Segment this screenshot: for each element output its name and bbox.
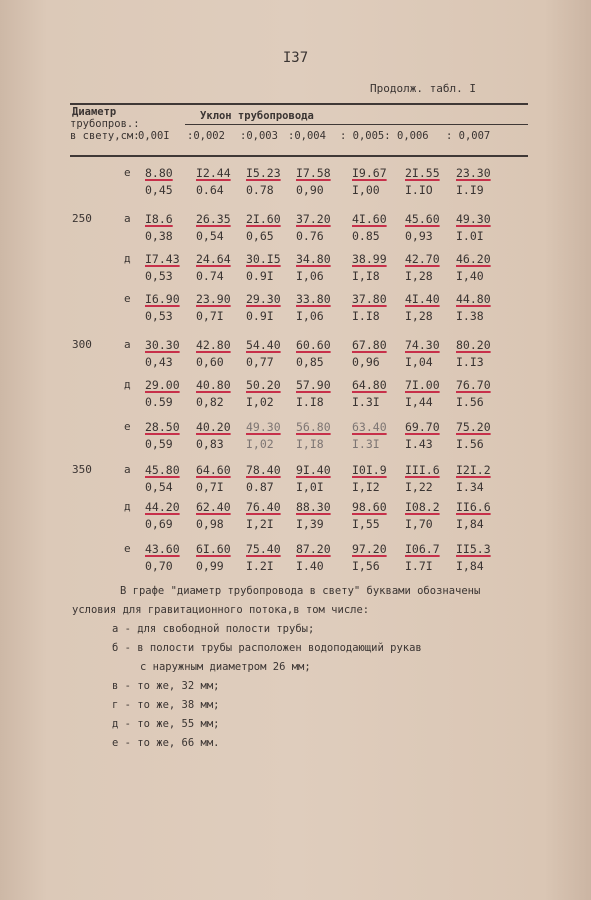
- velocity-value: I,06: [296, 269, 324, 283]
- flow-value: 42.80: [196, 338, 231, 352]
- velocity-value: 0.78: [246, 183, 274, 197]
- velocity-value: I.I8: [296, 395, 324, 409]
- velocity-value: I,84: [456, 559, 484, 573]
- table-cell: [456, 252, 506, 284]
- flow-value: 24.64: [196, 252, 231, 266]
- note-line2: условия для гравитационного потока,в том числе:: [72, 604, 370, 616]
- flow-value: 75.40: [246, 542, 281, 556]
- flow-value: 62.40: [196, 500, 231, 514]
- notes: [72, 582, 480, 753]
- velocity-value: 0,85: [296, 355, 324, 369]
- flow-value: I5.23: [246, 166, 281, 180]
- flow-value: 4I.60: [352, 212, 387, 226]
- note-g: г - то же, 38 мм;: [112, 699, 220, 711]
- flow-value: 45.60: [405, 212, 440, 226]
- velocity-value: 0.87: [246, 480, 274, 494]
- flow-value: 37.80: [352, 292, 387, 306]
- velocity-value: I,I8: [296, 437, 324, 451]
- row-condition-letter: е: [124, 166, 131, 179]
- velocity-value: I,44: [405, 395, 433, 409]
- flow-value: I2.44: [196, 166, 231, 180]
- flow-value: I2I.2: [456, 463, 491, 477]
- flow-value: 42.70: [405, 252, 440, 266]
- header-slope-2: :0,002: [187, 130, 225, 142]
- velocity-value: 0,98: [196, 517, 224, 531]
- flow-value: 7I.00: [405, 378, 440, 392]
- row-condition-letter: е: [124, 542, 131, 555]
- note-b2: с наружным диаметром 26 мм;: [140, 661, 311, 673]
- velocity-value: 0.76: [296, 229, 324, 243]
- flow-value: 75.20: [456, 420, 491, 434]
- table-cell: [405, 500, 455, 532]
- table-cell: [352, 292, 402, 324]
- flow-value: 67.80: [352, 338, 387, 352]
- table-cell: [145, 463, 195, 495]
- flow-value: I7.58: [296, 166, 331, 180]
- velocity-value: I,70: [405, 517, 433, 531]
- table-cell: [196, 542, 246, 574]
- velocity-value: I,28: [405, 269, 433, 283]
- flow-value: 64.80: [352, 378, 387, 392]
- velocity-value: I.I9: [456, 183, 484, 197]
- velocity-value: I,00: [352, 183, 380, 197]
- table-cell: [145, 542, 195, 574]
- velocity-value: I.38: [456, 309, 484, 323]
- flow-value: 6I.60: [196, 542, 231, 556]
- flow-value: 29.30: [246, 292, 281, 306]
- table-cell: [456, 292, 506, 324]
- row-condition-letter: д: [124, 252, 131, 265]
- flow-value: I0I.9: [352, 463, 387, 477]
- note-b1: б - в полости трубы расположен водоподающий рукав: [112, 642, 422, 654]
- header-slope-7: : 0,007: [446, 130, 491, 142]
- table-cell: [405, 542, 455, 574]
- velocity-value: 0.59: [145, 395, 173, 409]
- table-cell: [196, 463, 246, 495]
- table-cell: [405, 212, 455, 244]
- flow-value: 60.60: [296, 338, 331, 352]
- flow-value: 69.70: [405, 420, 440, 434]
- note-e: е - то же, 66 мм.: [112, 737, 220, 749]
- table-cell: [246, 292, 296, 324]
- flow-value: 44.80: [456, 292, 491, 306]
- velocity-value: I,I2: [352, 480, 380, 494]
- table-cell: [145, 292, 195, 324]
- flow-value: 44.20: [145, 500, 180, 514]
- flow-value: 30.30: [145, 338, 180, 352]
- velocity-value: I,04: [405, 355, 433, 369]
- table-cell: [145, 166, 195, 198]
- flow-value: 40.80: [196, 378, 231, 392]
- velocity-value: 0,53: [145, 269, 173, 283]
- velocity-value: 0,7I: [196, 309, 224, 323]
- header-diameter-line3: в свету,см:: [70, 130, 140, 142]
- flow-value: 74.30: [405, 338, 440, 352]
- flow-value: 80.20: [456, 338, 491, 352]
- velocity-value: 0.9I: [246, 309, 274, 323]
- flow-value: 23.30: [456, 166, 491, 180]
- table-cell: [456, 378, 506, 410]
- table-cell: [456, 420, 506, 452]
- row-diameter: 300: [72, 338, 92, 351]
- note-v: в - то же, 32 мм;: [112, 680, 220, 692]
- table-cell: [296, 378, 346, 410]
- header-slope-1: 0,00I: [138, 130, 170, 142]
- velocity-value: I.43: [405, 437, 433, 451]
- flow-value: 88.30: [296, 500, 331, 514]
- table-cell: [145, 500, 195, 532]
- row-condition-letter: д: [124, 378, 131, 391]
- table-cell: [196, 338, 246, 370]
- table-cell: [246, 212, 296, 244]
- flow-value: 37.20: [296, 212, 331, 226]
- header-diameter-line2: трубопров.:: [70, 118, 140, 130]
- flow-value: 76.40: [246, 500, 281, 514]
- flow-value: 9I.40: [296, 463, 331, 477]
- velocity-value: 0,60: [196, 355, 224, 369]
- table-cell: [352, 252, 402, 284]
- velocity-value: I,02: [246, 395, 274, 409]
- table-cell: [145, 378, 195, 410]
- table-cell: [352, 420, 402, 452]
- flow-value: I06.7: [405, 542, 440, 556]
- flow-value: I08.2: [405, 500, 440, 514]
- velocity-value: 0,54: [196, 229, 224, 243]
- velocity-value: 0,59: [145, 437, 173, 451]
- table-cell: [246, 338, 296, 370]
- row-diameter: 350: [72, 463, 92, 476]
- flow-value: 78.40: [246, 463, 281, 477]
- table-cell: [196, 420, 246, 452]
- velocity-value: I.I8: [352, 309, 380, 323]
- velocity-value: I,28: [405, 309, 433, 323]
- page-number: I37: [282, 50, 309, 66]
- table-cell: [296, 252, 346, 284]
- row-condition-letter: а: [124, 463, 131, 476]
- flow-value: 98.60: [352, 500, 387, 514]
- table-top-rule: [70, 103, 528, 105]
- velocity-value: I.IO: [405, 183, 433, 197]
- velocity-value: 0,38: [145, 229, 173, 243]
- flow-value: 2I.60: [246, 212, 281, 226]
- flow-value: 50.20: [246, 378, 281, 392]
- header-slope-title: Уклон трубопровода: [200, 110, 314, 122]
- velocity-value: 0,45: [145, 183, 173, 197]
- header-diameter-line1: Диаметр: [72, 106, 117, 118]
- flow-value: I6.90: [145, 292, 180, 306]
- header-slope-6: 0,006: [397, 130, 429, 142]
- table-cell: [456, 463, 506, 495]
- table-cell: [246, 252, 296, 284]
- flow-value: 4I.40: [405, 292, 440, 306]
- velocity-value: I,2I: [246, 517, 274, 531]
- velocity-value: 0,43: [145, 355, 173, 369]
- table-cell: [456, 542, 506, 574]
- table-cell: [352, 166, 402, 198]
- table-cell: [456, 212, 506, 244]
- row-condition-letter: а: [124, 338, 131, 351]
- flow-value: 46.20: [456, 252, 491, 266]
- table-cell: [405, 420, 455, 452]
- note-d: д - то же, 55 мм;: [112, 718, 220, 730]
- velocity-value: I.2I: [246, 559, 274, 573]
- table-cell: [196, 378, 246, 410]
- velocity-value: I.56: [456, 437, 484, 451]
- flow-value: 87.20: [296, 542, 331, 556]
- table-cell: [296, 500, 346, 532]
- velocity-value: 0.85: [352, 229, 380, 243]
- velocity-value: 0.9I: [246, 269, 274, 283]
- velocity-value: I.40: [296, 559, 324, 573]
- flow-value: 23.90: [196, 292, 231, 306]
- table-cell: [405, 378, 455, 410]
- header-slope-4: :0,004: [288, 130, 326, 142]
- table-cell: [405, 252, 455, 284]
- velocity-value: 0.74: [196, 269, 224, 283]
- flow-value: II5.3: [456, 542, 491, 556]
- velocity-value: 0,69: [145, 517, 173, 531]
- table-cell: [352, 500, 402, 532]
- velocity-value: I.3I: [352, 395, 380, 409]
- table-cell: [296, 542, 346, 574]
- flow-value: 64.60: [196, 463, 231, 477]
- flow-value: 33.80: [296, 292, 331, 306]
- table-cell: [296, 338, 346, 370]
- flow-value: 43.60: [145, 542, 180, 556]
- velocity-value: I,06: [296, 309, 324, 323]
- table-cell: [352, 338, 402, 370]
- table-cell: [246, 378, 296, 410]
- velocity-value: I,40: [456, 269, 484, 283]
- velocity-value: I.0I: [456, 229, 484, 243]
- flow-value: 40.20: [196, 420, 231, 434]
- table-cell: [246, 420, 296, 452]
- velocity-value: I,56: [352, 559, 380, 573]
- velocity-value: I.I3: [456, 355, 484, 369]
- table-cell: [405, 292, 455, 324]
- table-cell: [405, 338, 455, 370]
- velocity-value: I,I8: [352, 269, 380, 283]
- flow-value: 26.35: [196, 212, 231, 226]
- velocity-value: 0,83: [196, 437, 224, 451]
- velocity-value: I,22: [405, 480, 433, 494]
- table-cell: [145, 212, 195, 244]
- flow-value: 49.30: [456, 212, 491, 226]
- table-cell: [145, 252, 195, 284]
- flow-value: 54.40: [246, 338, 281, 352]
- flow-value: 49.30: [246, 420, 281, 434]
- flow-value: 56.80: [296, 420, 331, 434]
- table-cell: [296, 166, 346, 198]
- flow-value: 76.70: [456, 378, 491, 392]
- flow-value: III.6: [405, 463, 440, 477]
- continued-label: Продолж. табл. I: [370, 82, 476, 95]
- flow-value: 57.90: [296, 378, 331, 392]
- table-cell: [196, 252, 246, 284]
- header-bottom-rule: [70, 155, 528, 157]
- velocity-value: I.7I: [405, 559, 433, 573]
- velocity-value: I,55: [352, 517, 380, 531]
- velocity-value: 0,70: [145, 559, 173, 573]
- table-cell: [246, 166, 296, 198]
- table-cell: [296, 420, 346, 452]
- table-cell: [352, 212, 402, 244]
- table-cell: [352, 463, 402, 495]
- velocity-value: 0,53: [145, 309, 173, 323]
- table-cell: [246, 500, 296, 532]
- header-slope-3: :0,003: [240, 130, 278, 142]
- table-cell: [296, 212, 346, 244]
- table-cell: [296, 292, 346, 324]
- table-cell: [352, 378, 402, 410]
- velocity-value: 0,82: [196, 395, 224, 409]
- table-cell: [456, 166, 506, 198]
- velocity-value: I,02: [246, 437, 274, 451]
- table-cell: [405, 166, 455, 198]
- velocity-value: 0,77: [246, 355, 274, 369]
- flow-value: 8.80: [145, 166, 173, 180]
- table-cell: [352, 542, 402, 574]
- velocity-value: I,84: [456, 517, 484, 531]
- flow-value: I7.43: [145, 252, 180, 266]
- table-cell: [246, 463, 296, 495]
- table-cell: [196, 166, 246, 198]
- table-cell: [196, 292, 246, 324]
- velocity-value: I.56: [456, 395, 484, 409]
- velocity-value: I,39: [296, 517, 324, 531]
- row-condition-letter: е: [124, 292, 131, 305]
- table-cell: [196, 212, 246, 244]
- row-condition-letter: е: [124, 420, 131, 433]
- flow-value: 2I.55: [405, 166, 440, 180]
- flow-value: 29.00: [145, 378, 180, 392]
- table-cell: [145, 338, 195, 370]
- table-cell: [196, 500, 246, 532]
- note-line1: В графе "диаметр трубопровода в свету" буквами обозначены: [120, 585, 481, 597]
- table-cell: [246, 542, 296, 574]
- flow-value: I8.6: [145, 212, 173, 226]
- table-cell: [405, 463, 455, 495]
- header-slope-5: : 0,005:: [340, 130, 391, 142]
- velocity-value: 0,54: [145, 480, 173, 494]
- flow-value: I9.67: [352, 166, 387, 180]
- table-cell: [456, 338, 506, 370]
- flow-value: 97.20: [352, 542, 387, 556]
- velocity-value: 0,93: [405, 229, 433, 243]
- velocity-value: I,0I: [296, 480, 324, 494]
- velocity-value: 0,96: [352, 355, 380, 369]
- velocity-value: 0,7I: [196, 480, 224, 494]
- row-diameter: 250: [72, 212, 92, 225]
- flow-value: 30.I5: [246, 252, 281, 266]
- flow-value: II6.6: [456, 500, 491, 514]
- velocity-value: 0,65: [246, 229, 274, 243]
- flow-value: 38.99: [352, 252, 387, 266]
- velocity-value: 0,99: [196, 559, 224, 573]
- velocity-value: I.3I: [352, 437, 380, 451]
- row-condition-letter: д: [124, 500, 131, 513]
- flow-value: 28.50: [145, 420, 180, 434]
- velocity-value: 0,90: [296, 183, 324, 197]
- flow-value: 34.80: [296, 252, 331, 266]
- velocity-value: 0.64: [196, 183, 224, 197]
- header-slope-rule: [185, 124, 528, 125]
- flow-value: 63.40: [352, 420, 387, 434]
- table-cell: [145, 420, 195, 452]
- table-cell: [296, 463, 346, 495]
- row-condition-letter: а: [124, 212, 131, 225]
- table-cell: [456, 500, 506, 532]
- note-a: а - для свободной полости трубы;: [112, 623, 315, 635]
- velocity-value: I.34: [456, 480, 484, 494]
- flow-value: 45.80: [145, 463, 180, 477]
